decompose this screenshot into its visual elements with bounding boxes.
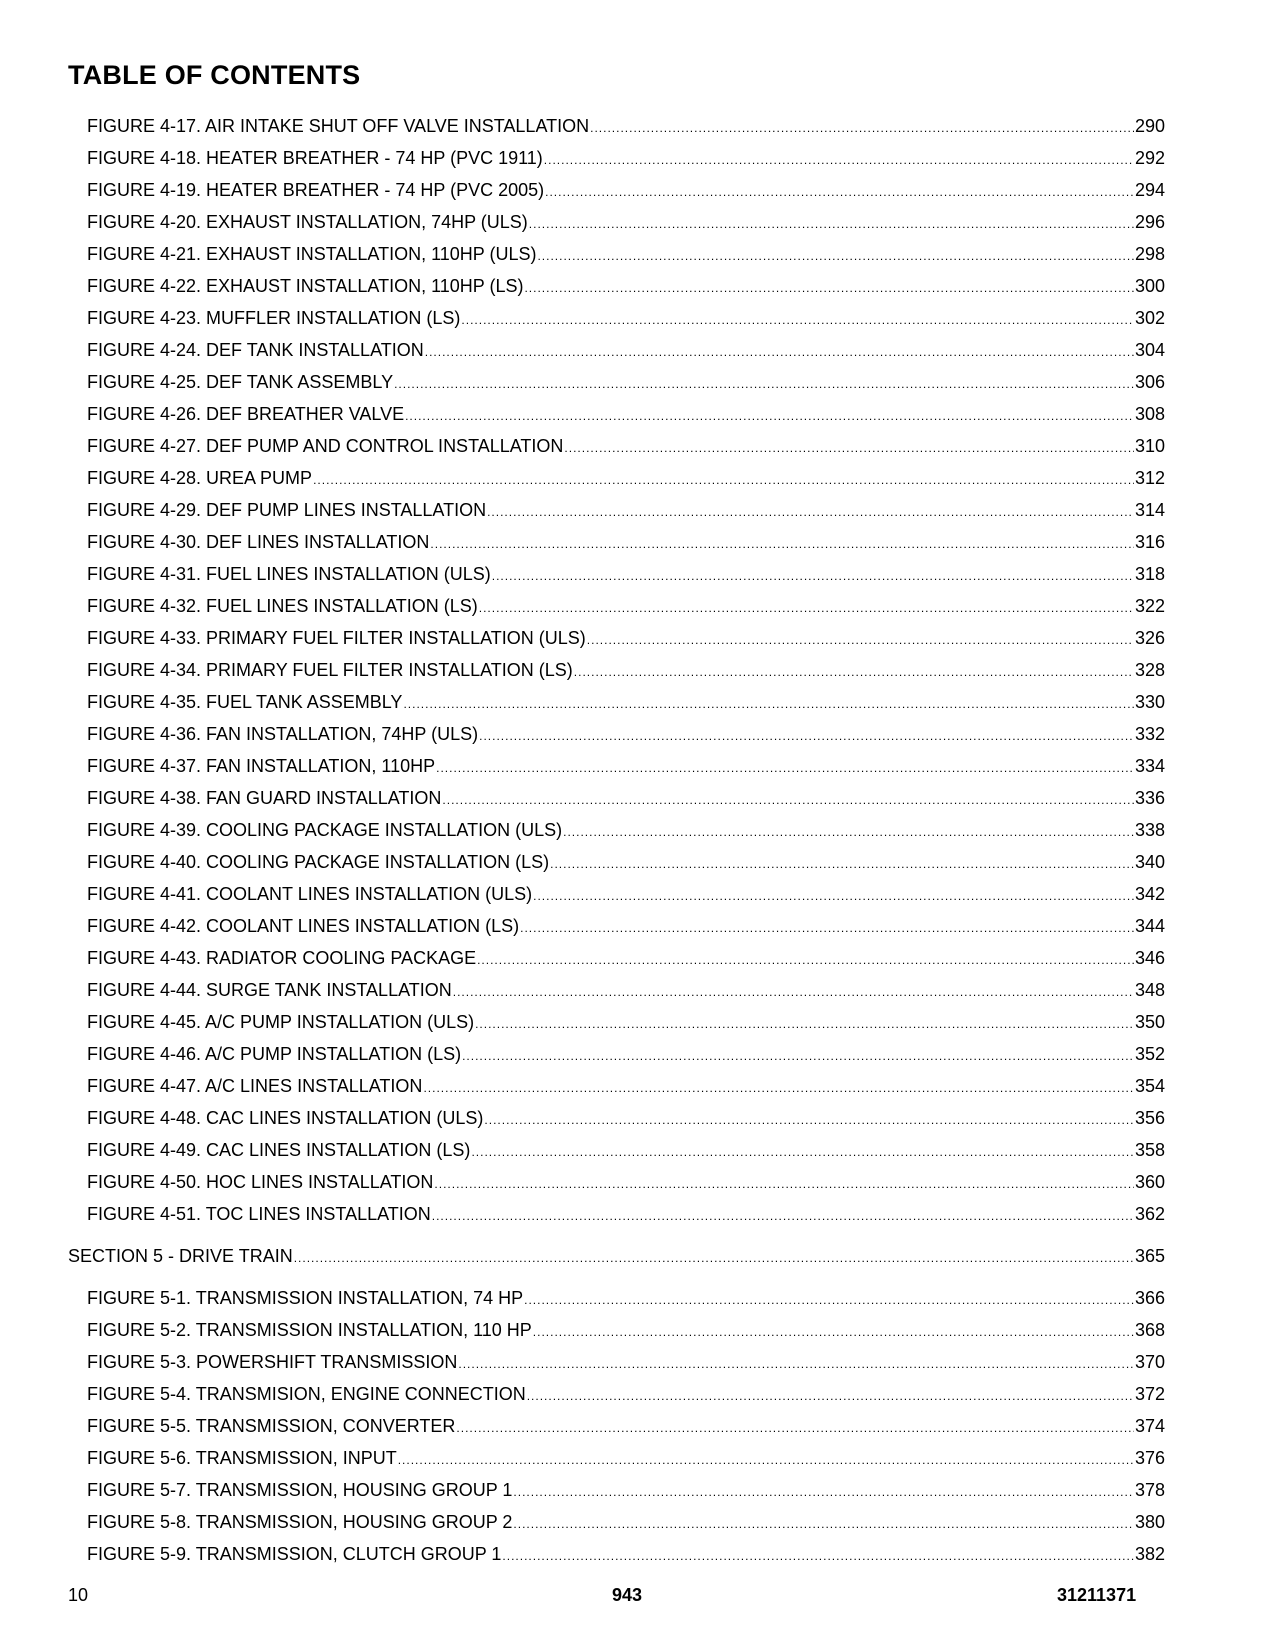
toc-entry-page: 344: [1134, 916, 1165, 936]
dot-leader: [456, 1412, 1134, 1444]
toc-entry-page: 294: [1134, 180, 1165, 200]
dot-leader: [520, 912, 1134, 944]
toc-entry-label: FIGURE 5-8. TRANSMISSION, HOUSING GROUP 2: [87, 1512, 513, 1532]
toc-entry-page: 292: [1134, 148, 1165, 168]
toc-entry[interactable]: [0, 558, 1275, 590]
toc-entry-label: FIGURE 5-2. TRANSMISSION INSTALLATION, 110 HP: [87, 1320, 532, 1340]
toc-entry-page: 316: [1134, 532, 1165, 552]
toc-entry-label: FIGURE 4-23. MUFFLER INSTALLATION (LS): [87, 308, 461, 328]
dot-leader: [458, 1348, 1134, 1380]
toc-entry-page: 356: [1134, 1108, 1165, 1128]
toc-entry-page: 310: [1134, 436, 1165, 456]
toc-entry[interactable]: [0, 270, 1275, 302]
footer-document-number: 31211371: [1057, 1585, 1137, 1605]
dot-leader: [479, 592, 1134, 624]
toc-entry-page: 338: [1134, 820, 1165, 840]
toc-entry-label: FIGURE 4-49. CAC LINES INSTALLATION (LS): [87, 1140, 471, 1160]
dot-leader: [462, 1040, 1134, 1072]
toc-entry[interactable]: [0, 430, 1275, 462]
dot-leader: [403, 688, 1134, 720]
toc-entry[interactable]: [0, 1102, 1275, 1134]
toc-entry-label: FIGURE 4-43. RADIATOR COOLING PACKAGE: [87, 948, 477, 968]
toc-entry-page: 326: [1134, 628, 1165, 648]
toc-entry-label: FIGURE 5-4. TRANSMISION, ENGINE CONNECTION: [87, 1384, 526, 1404]
toc-entry-label: FIGURE 4-45. A/C PUMP INSTALLATION (ULS): [87, 1012, 475, 1032]
toc-entry-page: 290: [1134, 116, 1165, 136]
dot-leader: [436, 752, 1134, 784]
toc-entry[interactable]: [0, 174, 1275, 206]
toc-entry-label: FIGURE 4-18. HEATER BREATHER - 74 HP (PVC 1911): [87, 148, 543, 168]
dot-leader: [461, 304, 1134, 336]
toc-entry-label: FIGURE 4-35. FUEL TANK ASSEMBLY: [87, 692, 403, 712]
toc-entry[interactable]: [0, 1282, 1275, 1314]
dot-leader: [590, 112, 1134, 144]
toc-entry[interactable]: [0, 398, 1275, 430]
toc-entry-page: 296: [1134, 212, 1165, 232]
toc-entry-label: FIGURE 5-6. TRANSMISSION, INPUT: [87, 1448, 397, 1468]
dot-leader: [527, 1380, 1134, 1412]
dot-leader: [313, 464, 1134, 496]
toc-entry-label: FIGURE 5-9. TRANSMISSION, CLUTCH GROUP 1: [87, 1544, 502, 1564]
toc-entry-page: 314: [1134, 500, 1165, 520]
toc-entry-label: FIGURE 4-24. DEF TANK INSTALLATION: [87, 340, 424, 360]
toc-entry[interactable]: [0, 206, 1275, 238]
toc-entry-label: FIGURE 4-31. FUEL LINES INSTALLATION (ULS): [87, 564, 491, 584]
toc-entry-page: 374: [1134, 1416, 1165, 1436]
dot-leader: [513, 1476, 1134, 1508]
toc-entry[interactable]: [0, 462, 1275, 494]
toc-entry-label: FIGURE 4-27. DEF PUMP AND CONTROL INSTALLATION: [87, 436, 564, 456]
toc-entry-label: FIGURE 4-39. COOLING PACKAGE INSTALLATION (ULS): [87, 820, 563, 840]
dot-leader: [430, 528, 1134, 560]
toc-entry-label: FIGURE 5-5. TRANSMISSION, CONVERTER: [87, 1416, 456, 1436]
dot-leader: [564, 432, 1134, 464]
toc-entry-page: 358: [1134, 1140, 1165, 1160]
dot-leader: [425, 336, 1134, 368]
toc-entry[interactable]: [0, 366, 1275, 398]
dot-leader: [529, 208, 1134, 240]
toc-entry[interactable]: [0, 1442, 1275, 1474]
toc-entry-label: FIGURE 4-51. TOC LINES INSTALLATION: [87, 1204, 431, 1224]
toc-entry-label: FIGURE 4-36. FAN INSTALLATION, 74HP (ULS): [87, 724, 479, 744]
toc-entry-label: FIGURE 4-50. HOC LINES INSTALLATION: [87, 1172, 434, 1192]
toc-list: [0, 110, 1275, 1570]
toc-entry[interactable]: [0, 878, 1275, 910]
toc-entry-page: 342: [1134, 884, 1165, 904]
toc-entry[interactable]: [0, 1198, 1275, 1230]
toc-entry-page: 376: [1134, 1448, 1165, 1468]
toc-entry-label: FIGURE 5-7. TRANSMISSION, HOUSING GROUP 1: [87, 1480, 513, 1500]
toc-entry-label: FIGURE 4-19. HEATER BREATHER - 74 HP (PVC 2005): [87, 180, 545, 200]
toc-entry-page: 300: [1134, 276, 1165, 296]
toc-entry-label: FIGURE 4-34. PRIMARY FUEL FILTER INSTALLATION (LS): [87, 660, 573, 680]
toc-entry[interactable]: [0, 110, 1275, 142]
toc-entry[interactable]: [0, 1166, 1275, 1198]
toc-entry-page: 380: [1134, 1512, 1165, 1532]
toc-entry-label: FIGURE 4-40. COOLING PACKAGE INSTALLATION (LS): [87, 852, 550, 872]
toc-entry[interactable]: [0, 1314, 1275, 1346]
toc-entry-label: FIGURE 4-28. UREA PUMP: [87, 468, 313, 488]
toc-entry-page: 352: [1134, 1044, 1165, 1064]
toc-entry[interactable]: [0, 302, 1275, 334]
toc-entry-page: 334: [1134, 756, 1165, 776]
toc-entry[interactable]: [0, 590, 1275, 622]
toc-entry-label: FIGURE 4-37. FAN INSTALLATION, 110HP: [87, 756, 436, 776]
toc-entry-page: 360: [1134, 1172, 1165, 1192]
toc-entry[interactable]: [0, 686, 1275, 718]
toc-entry-label: FIGURE 4-48. CAC LINES INSTALLATION (ULS): [87, 1108, 484, 1128]
toc-entry-label: FIGURE 5-3. POWERSHIFT TRANSMISSION: [87, 1352, 458, 1372]
toc-entry[interactable]: [0, 1346, 1275, 1378]
dot-leader: [574, 656, 1134, 688]
toc-entry[interactable]: [0, 526, 1275, 558]
dot-leader: [550, 848, 1134, 880]
dot-leader: [544, 144, 1134, 176]
toc-entry-label: FIGURE 4-20. EXHAUST INSTALLATION, 74HP (ULS): [87, 212, 528, 232]
toc-entry[interactable]: [0, 334, 1275, 366]
toc-entry-label: FIGURE 4-46. A/C PUMP INSTALLATION (LS): [87, 1044, 462, 1064]
toc-entry-page: 368: [1134, 1320, 1165, 1340]
dot-leader: [513, 1508, 1134, 1540]
dot-leader: [487, 496, 1134, 528]
dot-leader: [545, 176, 1134, 208]
toc-entry[interactable]: [0, 846, 1275, 878]
toc-entry[interactable]: [0, 1006, 1275, 1038]
toc-entry[interactable]: [0, 238, 1275, 270]
toc-entry[interactable]: [0, 814, 1275, 846]
page-title: TABLE OF CONTENTS: [68, 60, 361, 90]
toc-entry-page: 318: [1134, 564, 1165, 584]
toc-entry-page: 362: [1134, 1204, 1165, 1224]
toc-entry-page: 350: [1134, 1012, 1165, 1032]
toc-entry-page: 348: [1134, 980, 1165, 1000]
dot-leader: [484, 1104, 1134, 1136]
toc-entry-label: FIGURE 4-44. SURGE TANK INSTALLATION: [87, 980, 452, 1000]
dot-leader: [294, 1242, 1134, 1274]
toc-entry[interactable]: [0, 974, 1275, 1006]
dot-leader: [423, 1072, 1134, 1104]
toc-entry-page: 336: [1134, 788, 1165, 808]
toc-entry[interactable]: [0, 654, 1275, 686]
toc-entry-label: FIGURE 4-33. PRIMARY FUEL FILTER INSTALLATION (ULS): [87, 628, 586, 648]
toc-entry-page: 332: [1134, 724, 1165, 744]
toc-entry-page: 378: [1134, 1480, 1165, 1500]
toc-entry-page: 308: [1134, 404, 1165, 424]
toc-entry-page: 372: [1134, 1384, 1165, 1404]
toc-entry[interactable]: [0, 1538, 1275, 1570]
dot-leader: [537, 240, 1133, 272]
toc-entry-page: 322: [1134, 596, 1165, 616]
dot-leader: [533, 880, 1134, 912]
dot-leader: [563, 816, 1134, 848]
toc-entry-page: 354: [1134, 1076, 1165, 1096]
toc-entry[interactable]: [0, 910, 1275, 942]
toc-entry[interactable]: [0, 1070, 1275, 1102]
toc-entry-label: FIGURE 5-1. TRANSMISSION INSTALLATION, 74 HP: [87, 1288, 524, 1308]
toc-entry-page: 304: [1134, 340, 1165, 360]
toc-entry-label: FIGURE 4-42. COOLANT LINES INSTALLATION (LS): [87, 916, 520, 936]
toc-entry-label: FIGURE 4-29. DEF PUMP LINES INSTALLATION: [87, 500, 487, 520]
dot-leader: [434, 1168, 1134, 1200]
footer-center-number: 943: [612, 1585, 643, 1605]
toc-entry-label: FIGURE 4-30. DEF LINES INSTALLATION: [87, 532, 430, 552]
toc-entry-page: 340: [1134, 852, 1165, 872]
dot-leader: [502, 1540, 1134, 1572]
dot-leader: [394, 368, 1134, 400]
toc-entry-label: FIGURE 4-41. COOLANT LINES INSTALLATION (ULS): [87, 884, 533, 904]
dot-leader: [442, 784, 1134, 816]
dot-leader: [405, 400, 1134, 432]
toc-entry[interactable]: [0, 142, 1275, 174]
toc-entry-page: 302: [1134, 308, 1165, 328]
toc-entry-page: 312: [1134, 468, 1165, 488]
toc-entry[interactable]: [0, 750, 1275, 782]
dot-leader: [477, 944, 1134, 976]
dot-leader: [475, 1008, 1134, 1040]
toc-entry-label: SECTION 5 - DRIVE TRAIN: [68, 1246, 293, 1266]
toc-entry-label: FIGURE 4-26. DEF BREATHER VALVE: [87, 404, 405, 424]
toc-entry[interactable]: [0, 1474, 1275, 1506]
toc-entry[interactable]: [0, 1378, 1275, 1410]
dot-leader: [453, 976, 1134, 1008]
toc-entry-label: FIGURE 4-21. EXHAUST INSTALLATION, 110HP (ULS): [87, 244, 537, 264]
toc-entry[interactable]: [0, 1038, 1275, 1070]
toc-entry-page: 330: [1134, 692, 1165, 712]
toc-entry[interactable]: [0, 942, 1275, 974]
toc-entry[interactable]: [0, 1410, 1275, 1442]
toc-entry-label: FIGURE 4-47. A/C LINES INSTALLATION: [87, 1076, 423, 1096]
dot-leader: [587, 624, 1134, 656]
toc-entry-page: 382: [1134, 1544, 1165, 1564]
toc-entry-page: 346: [1134, 948, 1165, 968]
dot-leader: [398, 1444, 1134, 1476]
toc-entry[interactable]: [0, 718, 1275, 750]
toc-entry-page: 365: [1134, 1246, 1165, 1266]
toc-entry-label: FIGURE 4-32. FUEL LINES INSTALLATION (LS): [87, 596, 478, 616]
toc-entry-label: FIGURE 4-17. AIR INTAKE SHUT OFF VALVE INSTALLATION: [87, 116, 590, 136]
toc-entry-label: FIGURE 4-22. EXHAUST INSTALLATION, 110HP (LS): [87, 276, 524, 296]
toc-entry-page: 298: [1134, 244, 1165, 264]
toc-entry-page: 328: [1134, 660, 1165, 680]
dot-leader: [479, 720, 1134, 752]
dot-leader: [432, 1200, 1134, 1232]
toc-entry[interactable]: [0, 1506, 1275, 1538]
toc-entry-page: 370: [1134, 1352, 1165, 1372]
footer-page-number: 10: [68, 1585, 89, 1605]
toc-entry-page: 366: [1134, 1288, 1165, 1308]
toc-entry-page: 306: [1134, 372, 1165, 392]
toc-entry[interactable]: [0, 1134, 1275, 1166]
toc-entry-label: FIGURE 4-38. FAN GUARD INSTALLATION: [87, 788, 442, 808]
dot-leader: [471, 1136, 1134, 1168]
dot-leader: [533, 1316, 1134, 1348]
toc-section-entry[interactable]: [0, 1240, 1275, 1272]
dot-leader: [524, 272, 1133, 304]
toc-entry[interactable]: [0, 782, 1275, 814]
toc-entry[interactable]: [0, 494, 1275, 526]
toc-entry[interactable]: [0, 622, 1275, 654]
dot-leader: [524, 1284, 1134, 1316]
dot-leader: [492, 560, 1134, 592]
toc-entry-label: FIGURE 4-25. DEF TANK ASSEMBLY: [87, 372, 394, 392]
